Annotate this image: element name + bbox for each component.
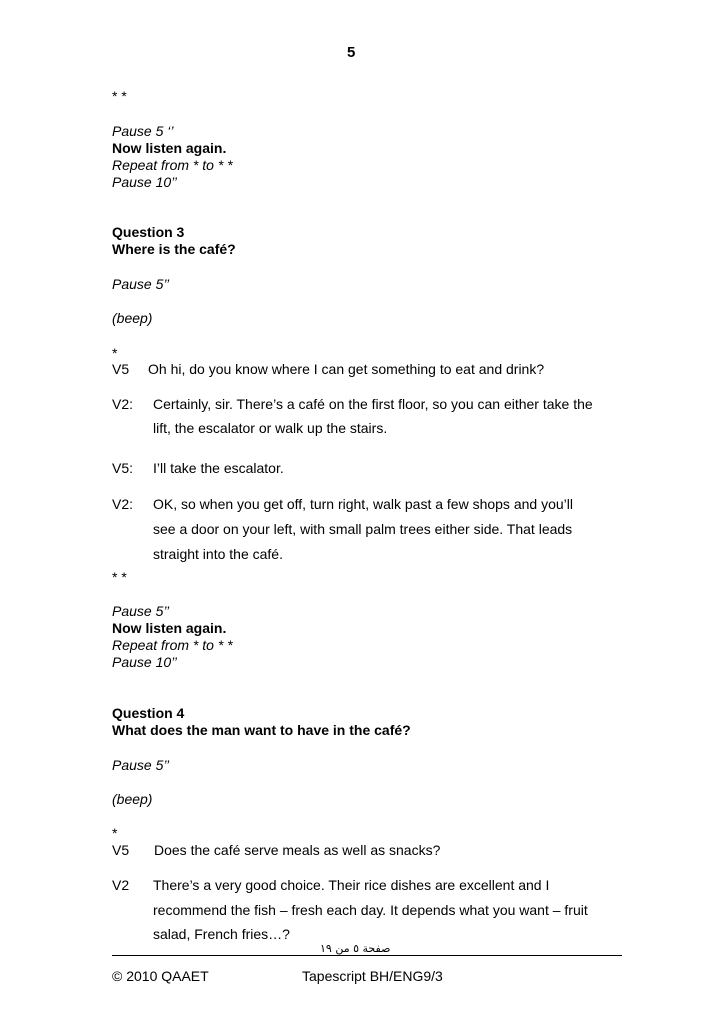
footer-document-id: Tapescript BH/ENG9/3 (302, 968, 443, 984)
pause-instruction: Pause 5’’ (112, 757, 170, 773)
dialogue-line: straight into the café. (153, 546, 283, 562)
repeat-end-marker: * * (112, 569, 127, 585)
dialogue-line: see a door on your left, with small palm trees either side. That leads (153, 521, 573, 537)
repeat-instruction: Repeat from * to * * (112, 637, 233, 653)
page-number: 5 (347, 44, 356, 61)
beep-cue: (beep) (112, 310, 153, 326)
dialogue-speaker: V2 (112, 877, 130, 893)
listen-again-instruction: Now listen again. (112, 620, 227, 636)
repeat-start-marker: * (112, 825, 118, 841)
dialogue-line: salad, French fries…? (153, 926, 290, 942)
dialogue-line: lift, the escalator or walk up the stairs. (153, 420, 388, 436)
dialogue-speaker: V5 (112, 842, 130, 858)
dialogue-speaker: V2: (112, 496, 134, 512)
pause-instruction: Pause 10’’ (112, 174, 177, 190)
listen-again-instruction: Now listen again. (112, 140, 227, 156)
pause-instruction: Pause 5’’ (112, 603, 170, 619)
footer-copyright: © 2010 QAAET (112, 968, 209, 984)
dialogue-line: Certainly, sir. There’s a café on the first floor, so you can either take the (153, 396, 593, 412)
pause-instruction: Pause 10’’ (112, 654, 177, 670)
pause-instruction: Pause 5 ‘’ (112, 123, 174, 139)
footer-rule (112, 955, 622, 956)
dialogue-speaker: V5 (112, 361, 130, 377)
question-3-text: Where is the café? (112, 241, 236, 257)
repeat-start-marker: * (112, 345, 118, 361)
dialogue-line: There’s a very good choice. Their rice dishes are excellent and I (153, 877, 550, 893)
dialogue-line: recommend the fish – fresh each day. It depends what you want – fruit (153, 902, 588, 918)
dialogue-line: I’ll take the escalator. (153, 460, 284, 476)
question-4-title: Question 4 (112, 705, 185, 721)
dialogue-line: OK, so when you get off, turn right, walk past a few shops and you’ll (153, 496, 573, 512)
pause-instruction: Pause 5’’ (112, 276, 170, 292)
question-3-title: Question 3 (112, 224, 185, 240)
arabic-page-indicator: صفحة ٥ من ١٩ (320, 942, 391, 955)
dialogue-line: Oh hi, do you know where I can get something to eat and drink? (148, 361, 545, 377)
dialogue-line: Does the café serve meals as well as snacks? (154, 842, 441, 858)
beep-cue: (beep) (112, 791, 153, 807)
dialogue-speaker: V5: (112, 460, 134, 476)
repeat-end-marker: * * (112, 88, 127, 104)
repeat-instruction: Repeat from * to * * (112, 157, 233, 173)
dialogue-speaker: V2: (112, 396, 134, 412)
question-4-text: What does the man want to have in the café? (112, 722, 411, 738)
